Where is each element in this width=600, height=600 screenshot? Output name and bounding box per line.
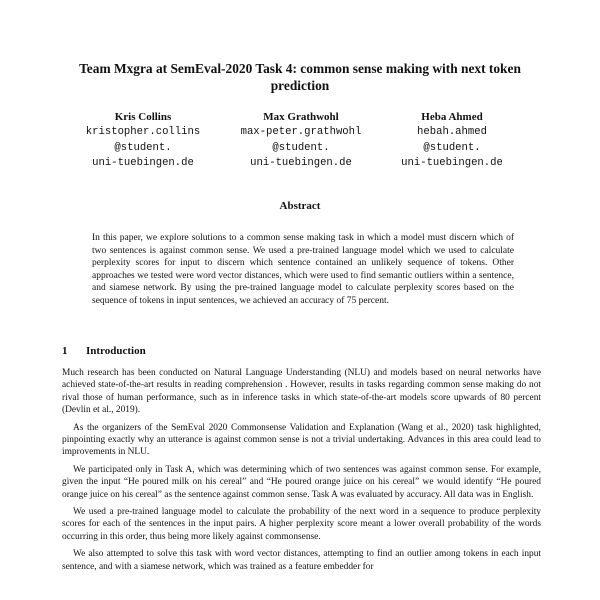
abstract-heading: Abstract [279,200,321,212]
author-email-line: max-peter.grathwohl [240,126,362,138]
author-block [0,110,600,170]
author-name: Kris Collins [114,111,172,123]
author-name: Max Grathwohl [263,111,339,123]
paragraph: Much research has been conducted on Natural Language Understanding (NLU) and models based on neural networks have achieved state-of-the-art results in reading comprehension . However, results in tasks regarding common sense making do not rival those of human performance, such as in inference tasks in which state-of-the-art models score upwards of 80 percent (Devlin et al., 2019). [62,368,541,416]
author-2 [216,110,386,172]
paper-title: Team Mxgra at SemEval-2020 Task 4: common sense making with next token prediction [79,61,521,93]
author-name: Heba Ahmed [421,111,483,123]
author-1 [58,110,228,172]
author-email-line: uni-tuebingen.de [401,157,503,169]
section-heading [62,344,146,358]
section-number: 1 [62,345,68,357]
paragraph: We participated only in Task A, which was determining which of two sentences was against common sense. For example, given the input “He poured milk on his cereal” and “He poured orange juice on his cereal” we would identify “He poured orange juice on his cereal” as the sentence against common sense. Task A was evaluated by accuracy. All data was in English. [62,464,541,500]
paragraph: We also attempted to solve this task with word vector distances, attempting to find an outlier among tokens in each input sentence, and with a siamese network, which was trained as a feature embedder for [62,549,541,572]
abstract-text: In this paper, we explore solutions to a common sense making task in which a model must discern which of two sentences is against common sense. We used a pre-trained language model which we used to calculate perplexity scores for input to discern which sentence contained an unlikely sequence of tokens. Other approaches we tested were word vector distances, which were used to find semantic outliers within a sentence, and siamese network. By using the pre-trained language model to calculate perplexity scores based on the sequence of tokens in input sentences, we achieved an accuracy of 75 percent. [92,233,514,306]
author-3 [367,110,537,172]
author-email-line: @student. [272,141,330,154]
author-email-line: @student. [114,141,172,154]
author-email-line: hebah.ahmed [417,126,487,138]
author-email-line: uni-tuebingen.de [250,157,352,169]
section-title: Introduction [86,345,146,357]
author-email-line: kristopher.collins [85,126,201,138]
author-email-line: uni-tuebingen.de [92,157,194,169]
paragraph: As the organizers of the SemEval 2020 Commonsense Validation and Explanation (Wang et al., 2020) task highlighted, pinpointing exactly why an utterance is against common sense is not a trivial undertaking. Advances in this area could lead to improvements in NLU. [62,422,541,458]
author-email-line: @student. [423,141,481,154]
paragraph: We used a pre-trained language model to calculate the probability of the next word in a sequence to produce perplexity scores for each of the sentences in the input pairs. A higher perplexity score meant a lower overall probability of the words occurring in this order, thus being more likely against commonsense. [62,507,541,542]
introduction-body [62,367,541,578]
